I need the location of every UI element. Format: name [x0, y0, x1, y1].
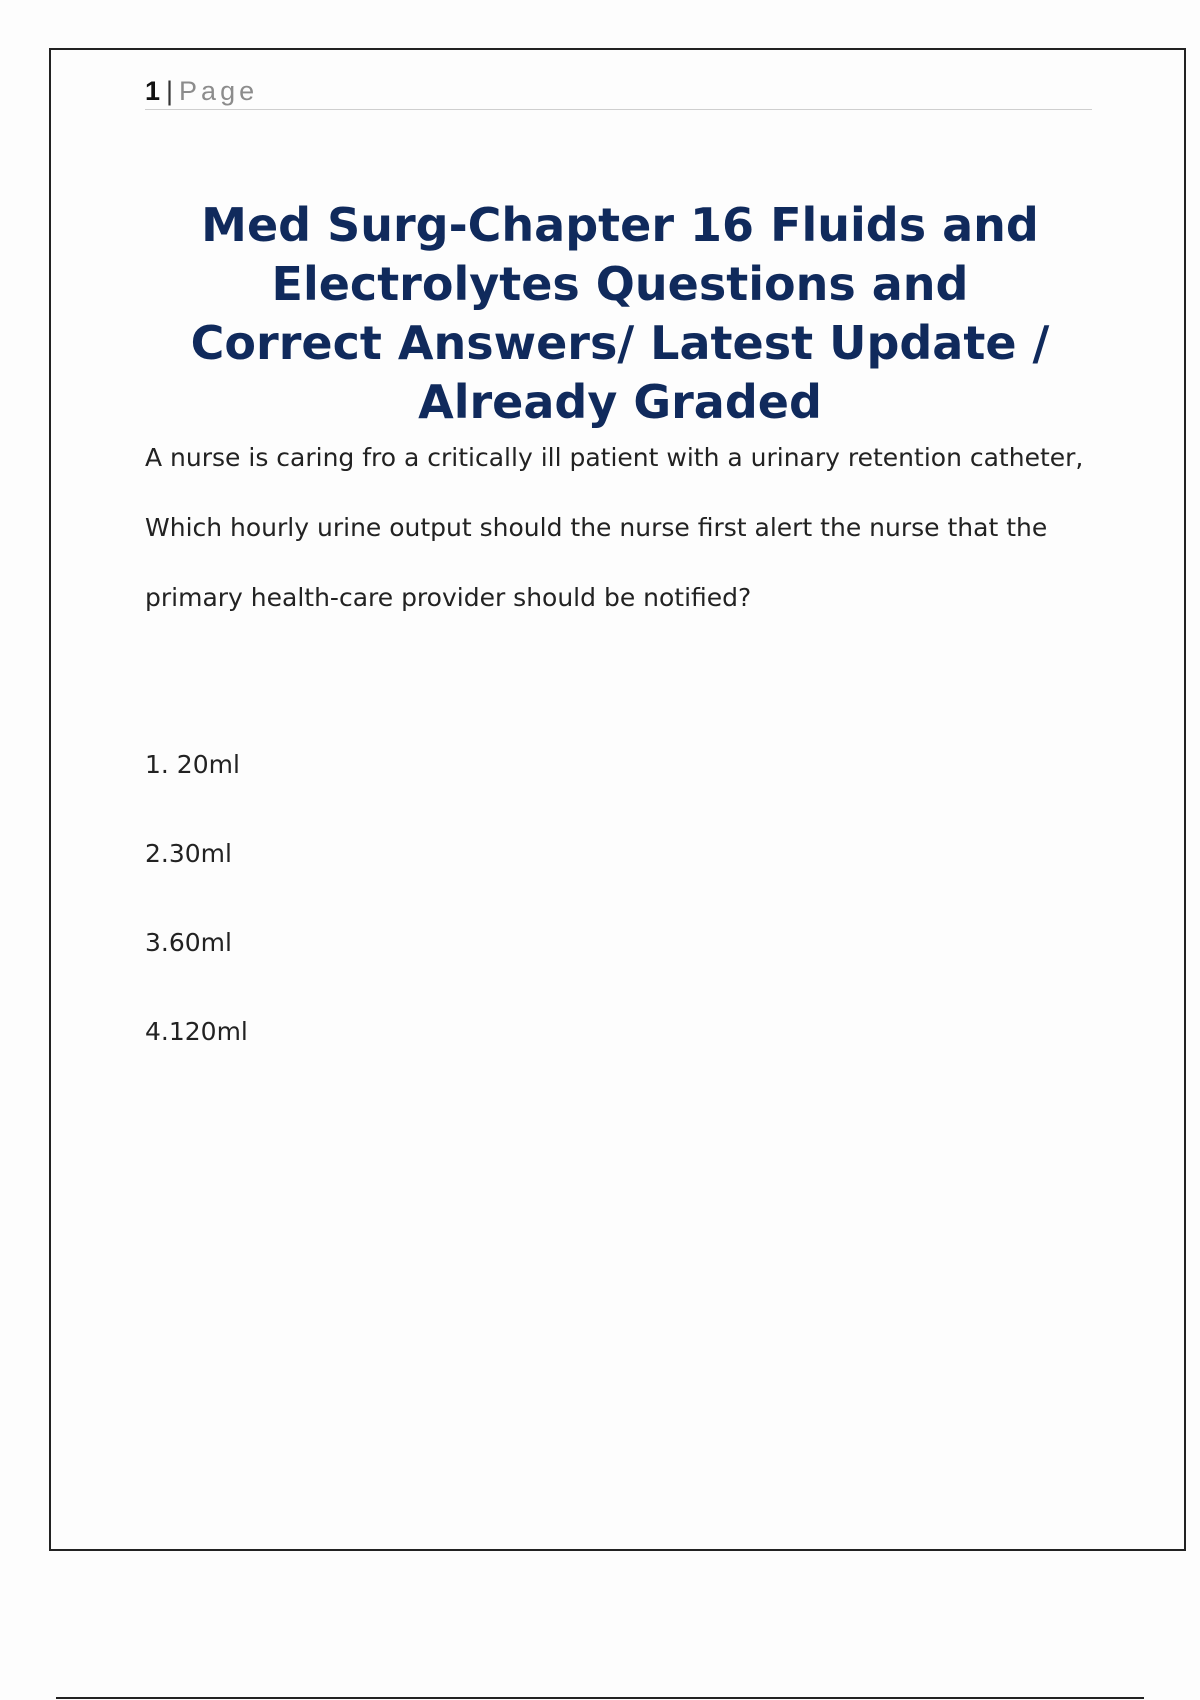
answer-option: 2.30ml [145, 839, 232, 868]
answer-option: 1. 20ml [145, 750, 240, 779]
page-word: Page [179, 76, 259, 106]
answer-option: 3.60ml [145, 928, 232, 957]
page-separator: | [166, 76, 174, 106]
answer-option: 4.120ml [145, 1017, 248, 1046]
document-title: Med Surg-Chapter 16 Fluids and Electrolytes Questions and Correct Answers/ Latest Update / Already Graded [190, 198, 1050, 429]
question-text: A nurse is caring fro a critically ill patient with a urinary retention catheter, Which hourly urine output should the nurse first alert the nurse that the primary health-care provider should be notified? [145, 443, 1084, 612]
page-number: 1 [145, 76, 161, 106]
bottom-rule [56, 1697, 1144, 1699]
answer-options [145, 745, 248, 1101]
page-header [145, 74, 1092, 110]
